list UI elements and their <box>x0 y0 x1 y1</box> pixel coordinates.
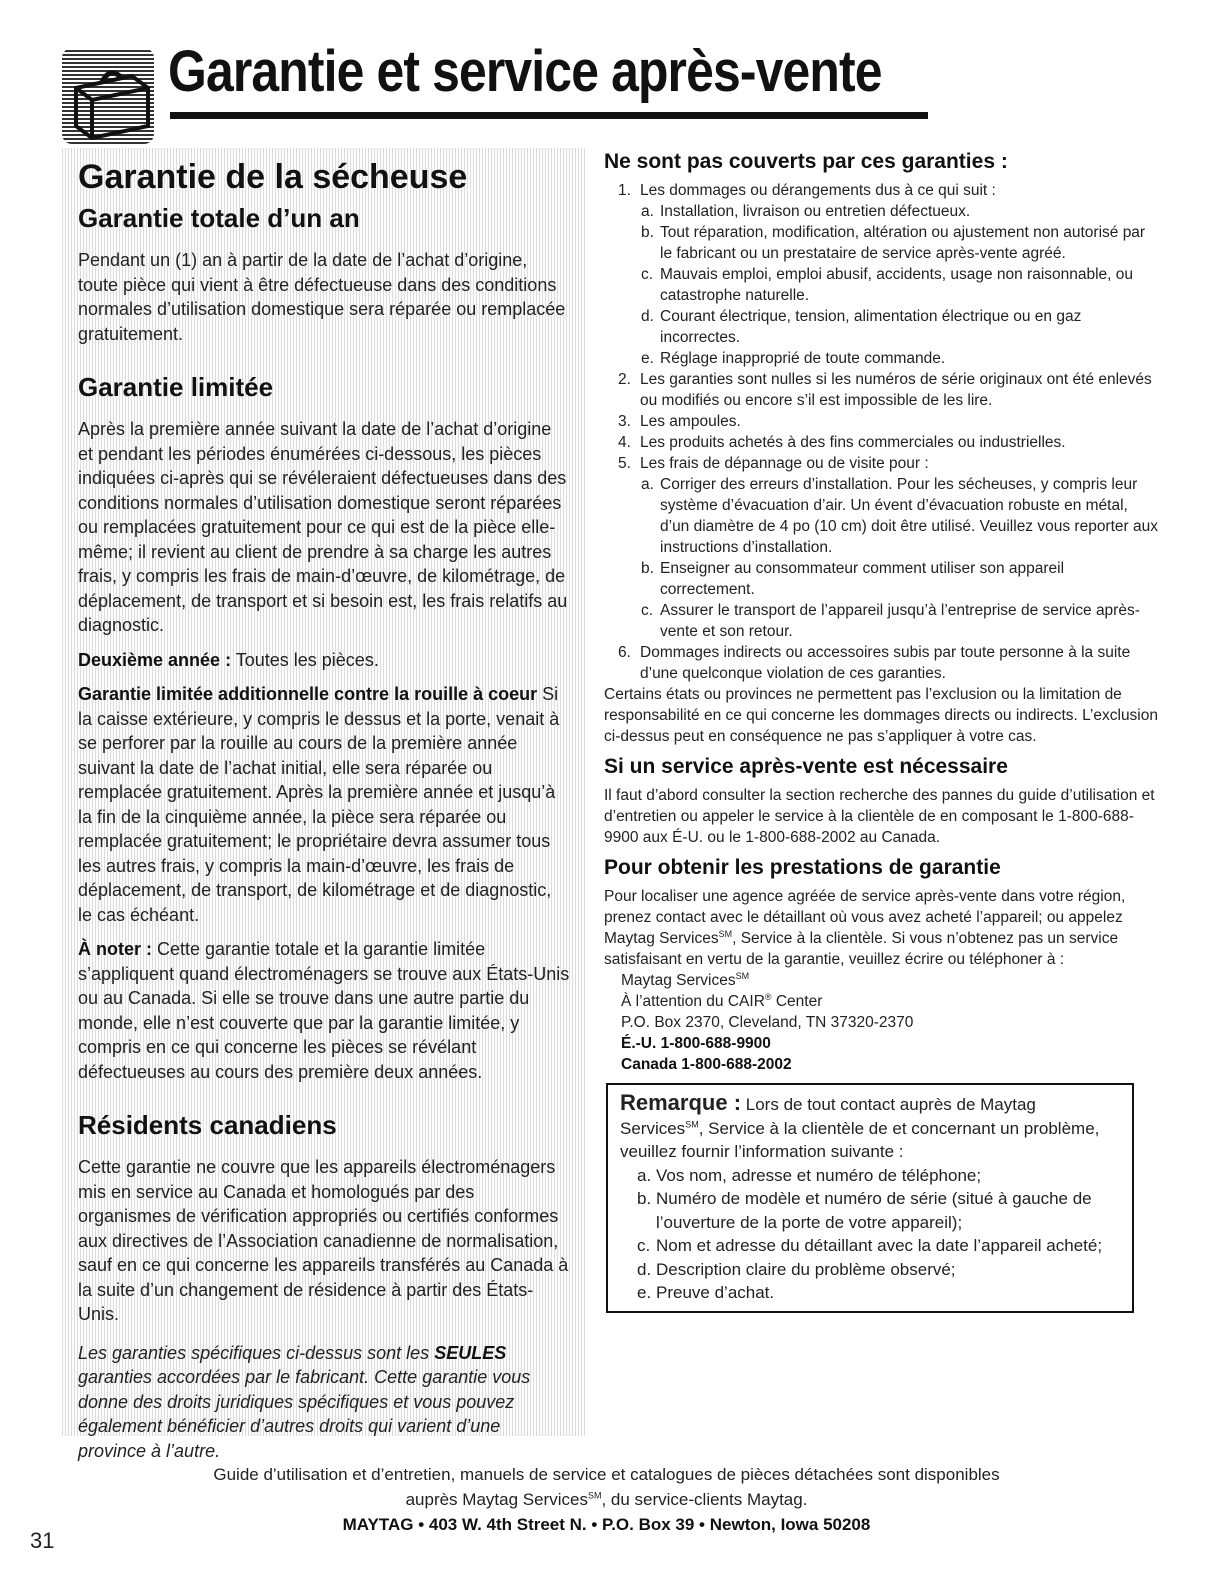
service-address: Maytag Services℠ À l’attention du CAIR® Center P.O. Box 2370, Cleveland, TN 37320-2370 É.-U. 1-800-688-9900 Canada 1-800-688-2002 <box>621 970 914 1073</box>
specific-warranties-text: Les garanties spécifiques ci-dessus sont les SEULES garanties accordées par le fabricant. Cette garantie vous donne des droits juridiques spécifiques et vous pouvez également bénéficier d’autres droits qui varient d’une province à l’autre. <box>78 1342 531 1461</box>
exclusion-item <box>604 411 1159 432</box>
list-item-number: 6. <box>618 644 631 661</box>
full-warranty-text: Pendant un (1) an à partir de la date de l’achat d’origine, toute pièce qui vient à être défectueuse dans des conditions normales d’utilisation domestique sera réparée ou remplacée gratuitement. <box>78 250 566 344</box>
exclusion-subitem <box>604 222 1159 264</box>
page-title: Garantie et service après-vente <box>168 39 882 104</box>
remark-title: Remarque : <box>620 1090 742 1115</box>
warranty-box <box>62 148 586 1461</box>
title-underline <box>170 112 928 119</box>
list-item-number: c. <box>641 266 654 283</box>
rust-warranty-text: Garantie limitée additionnelle contre la rouille à coeur Si la caisse extérieure, y compris le dessus et la porte, venait à se perforer par la rouille au cours de la première année suivant la date de l’achat initial, elle sera réparée ou remplacée gratuitement. Après la première année et jusqu’à la fin de la cinquième année, la pièce sera réparée ou remplacée gratuitement; le propriétaire devra assumer tous les autres frais, y compris la main-d’œuvre, les frais de déplacement, de transport, de kilométrage et de diagnostic, le cas échéant. <box>78 684 560 925</box>
toolbox-icon <box>62 48 154 144</box>
exclusion-subitem <box>604 600 1159 642</box>
remark-item <box>620 1281 1120 1305</box>
list-item-number: 3. <box>618 413 631 430</box>
exclusion-item <box>604 369 1159 411</box>
list-item-number: c. <box>641 602 654 619</box>
list-item-number: 4. <box>618 434 631 451</box>
canadian-residents-heading: Résidents canadiens <box>78 1110 337 1140</box>
list-item-number: b. <box>641 560 654 577</box>
full-warranty-heading: Garantie totale d’un an <box>78 203 360 233</box>
exclusion-subitem <box>604 474 1159 558</box>
list-item-text: Dommages indirects ou accessoires subis par toute personne à la suite d’une quelconque violation de ces garanties. <box>640 644 1131 682</box>
list-item-text: Corriger des erreurs d’installation. Pour les sécheuses, y compris leur système d’évacuation d’air. Un évent d’évacuation robuste en métal, d’un diamètre de 4 po (10 cm) doit être utilisé. Veuillez vous reporter aux instructions d’installation. <box>660 476 1158 556</box>
list-item-text: Réglage inapproprié de toute commande. <box>660 350 946 367</box>
list-item-text: Les frais de dépannage ou de visite pour : <box>640 455 929 472</box>
service-heading: Si un service après-vente est nécessaire <box>604 755 1008 778</box>
exclusion-item <box>604 432 1159 453</box>
exclusion-subitem <box>604 348 1159 369</box>
list-item-number: e. <box>637 1283 652 1302</box>
list-item-text: Tout réparation, modification, altération ou ajustement non autorisé par le fabricant ou un prestataire de service après-vente agréé. <box>660 224 1146 262</box>
remark-item <box>620 1234 1120 1258</box>
exclusion-subitem <box>604 558 1159 600</box>
exclusion-item <box>604 453 1159 474</box>
page-number: 31 <box>30 1528 55 1553</box>
remark-list <box>620 1164 1120 1305</box>
canadian-residents-text: Cette garantie ne couvre que les appareils électroménagers mis en service au Canada et homologués par des organismes de vérification appropriés ou certifiés conformes aux directives de l’Association canadienne de normalisation, sauf en ce qui concerne les appareils transférés au Canada à la suite d’un changement de résidence à partir des États-Unis. <box>78 1157 569 1324</box>
list-item-number: d. <box>641 308 654 325</box>
list-item-text: Courant électrique, tension, alimentation électrique ou en gaz incorrectes. <box>660 308 1082 346</box>
second-year-text: Deuxième année : Toutes les pièces. <box>78 649 379 670</box>
list-item-text: Installation, livraison ou entretien défectueux. <box>660 203 971 220</box>
list-item-number: 1. <box>618 182 631 199</box>
list-item-text: Les garanties sont nulles si les numéros de série originaux ont été enlevés ou modifiés ou encore s’il est impossible de les lire. <box>640 371 1152 409</box>
page-footer <box>0 1462 1213 1537</box>
list-item-text: Vos nom, adresse et numéro de téléphone; <box>656 1165 982 1185</box>
remark-item <box>620 1258 1120 1282</box>
list-item-number: d. <box>637 1259 652 1279</box>
list-item-text: Assurer le transport de l’appareil jusqu’à l’entreprise de service après-vente et son retour. <box>660 602 1140 640</box>
page-header <box>62 28 882 128</box>
list-item-number: 2. <box>618 371 631 388</box>
list-item-text: Description claire du problème observé; <box>656 1259 956 1279</box>
service-text: Il faut d’abord consulter la section recherche des pannes du guide d’utilisation et d’entretien ou appeler le service à la clientèle de en composant le 1-800-688-9900 aux É-U. ou le 1-800-688-2002 au Canada. <box>604 787 1155 846</box>
rust-warranty-label: Garantie limitée additionnelle contre la rouille à coeur <box>78 684 538 704</box>
exclusion-item <box>604 180 1159 201</box>
list-item-text: Numéro de modèle et numéro de série (situé à gauche de l’ouverture de la porte de votre appareil); <box>656 1189 1092 1232</box>
second-year-label: Deuxième année : <box>78 649 232 670</box>
list-item-number: a. <box>641 203 654 220</box>
list-item-text: Mauvais emploi, emploi abusif, accidents, usage non raisonnable, ou catastrophe naturelle. <box>660 266 1134 304</box>
exclusions-heading: Ne sont pas couverts par ces garanties : <box>604 150 1008 173</box>
note-text: À noter : Cette garantie totale et la garantie limitée s’appliquent quand électroménagers se trouve aux États-Unis ou au Canada. Si elle se trouve dans une autre partie du monde, elle n’est couverte que par la garantie limitée, y compris en ce qui concerne les pièces se révélant défectueuses au cours des première deux années. <box>78 939 570 1082</box>
list-item-number: e. <box>641 350 654 367</box>
limited-warranty-text: Après la première année suivant la date de l’achat d’origine et pendant les périodes énumérées ci-dessous, les pièces indiquées ci-après qui se révéleraient défectueuses dans des conditions normales d’utilisation domestique seront réparées ou remplacées gratuitement pour ce qui est de la pièce elle-même; il revient au client de prendre à sa charge les autres frais, y compris les frais de main-d’œuvre, de kilométrage, de déplacement, de transport et si besoin est, les frais relatifs au diagnostic. <box>78 419 568 635</box>
list-item-number: a. <box>637 1165 652 1185</box>
list-item-number: c. <box>637 1236 651 1255</box>
list-item-text: Nom et adresse du détaillant avec la date l’appareil acheté; <box>656 1236 1103 1255</box>
list-item-number: 5. <box>618 455 631 472</box>
list-item-text: Les produits achetés à des fins commerciales ou industrielles. <box>640 434 1066 451</box>
list-item-text: Enseigner au consommateur comment utiliser son appareil correctement. <box>660 560 1065 598</box>
list-item-number: b. <box>641 224 654 241</box>
list-item-text: Preuve d’achat. <box>656 1283 775 1302</box>
note-label: À noter : <box>78 939 152 959</box>
list-item-number: a. <box>641 476 654 493</box>
obtain-warranty-heading: Pour obtenir les prestations de garantie <box>604 856 1001 879</box>
list-item-text: Les ampoules. <box>640 413 741 430</box>
list-item-text: Les dommages ou dérangements dus à ce qui suit : <box>640 182 996 199</box>
exclusions-list <box>604 180 1159 684</box>
footer-guides-text: Guide d’utilisation et d’entretien, manuels de service et catalogues de pièces détachées sont disponibles <box>213 1465 1000 1484</box>
list-item-number: b. <box>637 1189 652 1208</box>
exclusion-item <box>604 642 1159 684</box>
warranty-heading: Garantie de la sécheuse <box>78 158 468 196</box>
exclusion-subitem <box>604 201 1159 222</box>
limited-warranty-heading: Garantie limitée <box>78 372 274 402</box>
footer-guides-text-2: auprès Maytag Services℠, du service-clients Maytag. <box>405 1490 808 1509</box>
right-column <box>604 150 1159 1313</box>
remark-item <box>620 1164 1120 1188</box>
exclusion-subitem <box>604 306 1159 348</box>
canada-phone: Canada 1-800-688-2002 <box>621 1056 792 1073</box>
remark-item <box>620 1187 1120 1234</box>
footer-address: MAYTAG • 403 W. 4th Street N. • P.O. Box 39 • Newton, Iowa 50208 <box>342 1515 871 1534</box>
certain-states-text: Certains états ou provinces ne permettent pas l’exclusion ou la limitation de responsabilité en ce qui concerne les dommages directs ou indirects. L’exclusion ci-dessus peut en conséquence ne pas s’appliquer à votre cas. <box>604 686 1158 745</box>
remark-box: Remarque : Lors de tout contact auprès de Maytag Services℠, Service à la clientèle de et concernant un problème, veuillez fournir l’information suivante : a. Vos nom, adresse et numéro de téléphone; b. Numéro de modèle et numéro de série (situé à gauche de l’ouverture de la porte de votre appareil); c. Nom et adresse du détaillant avec la date l’appareil acheté; d. Description claire du problème observé; e. Preuve d’achat. <box>606 1083 1134 1313</box>
us-phone: É.-U. 1-800-688-9900 <box>621 1035 771 1052</box>
exclusion-subitem <box>604 264 1159 306</box>
obtain-warranty-text: Pour localiser une agence agréée de service après-vente dans votre région, prenez contact avec le détaillant où vous avez acheté l’appareil; ou appelez Maytag Services℠, Service à la clientèle. Si vous n’obtenez pas un service satisfaisant en vertu de la garantie, veuillez écrire ou téléphoner à : <box>604 888 1126 968</box>
